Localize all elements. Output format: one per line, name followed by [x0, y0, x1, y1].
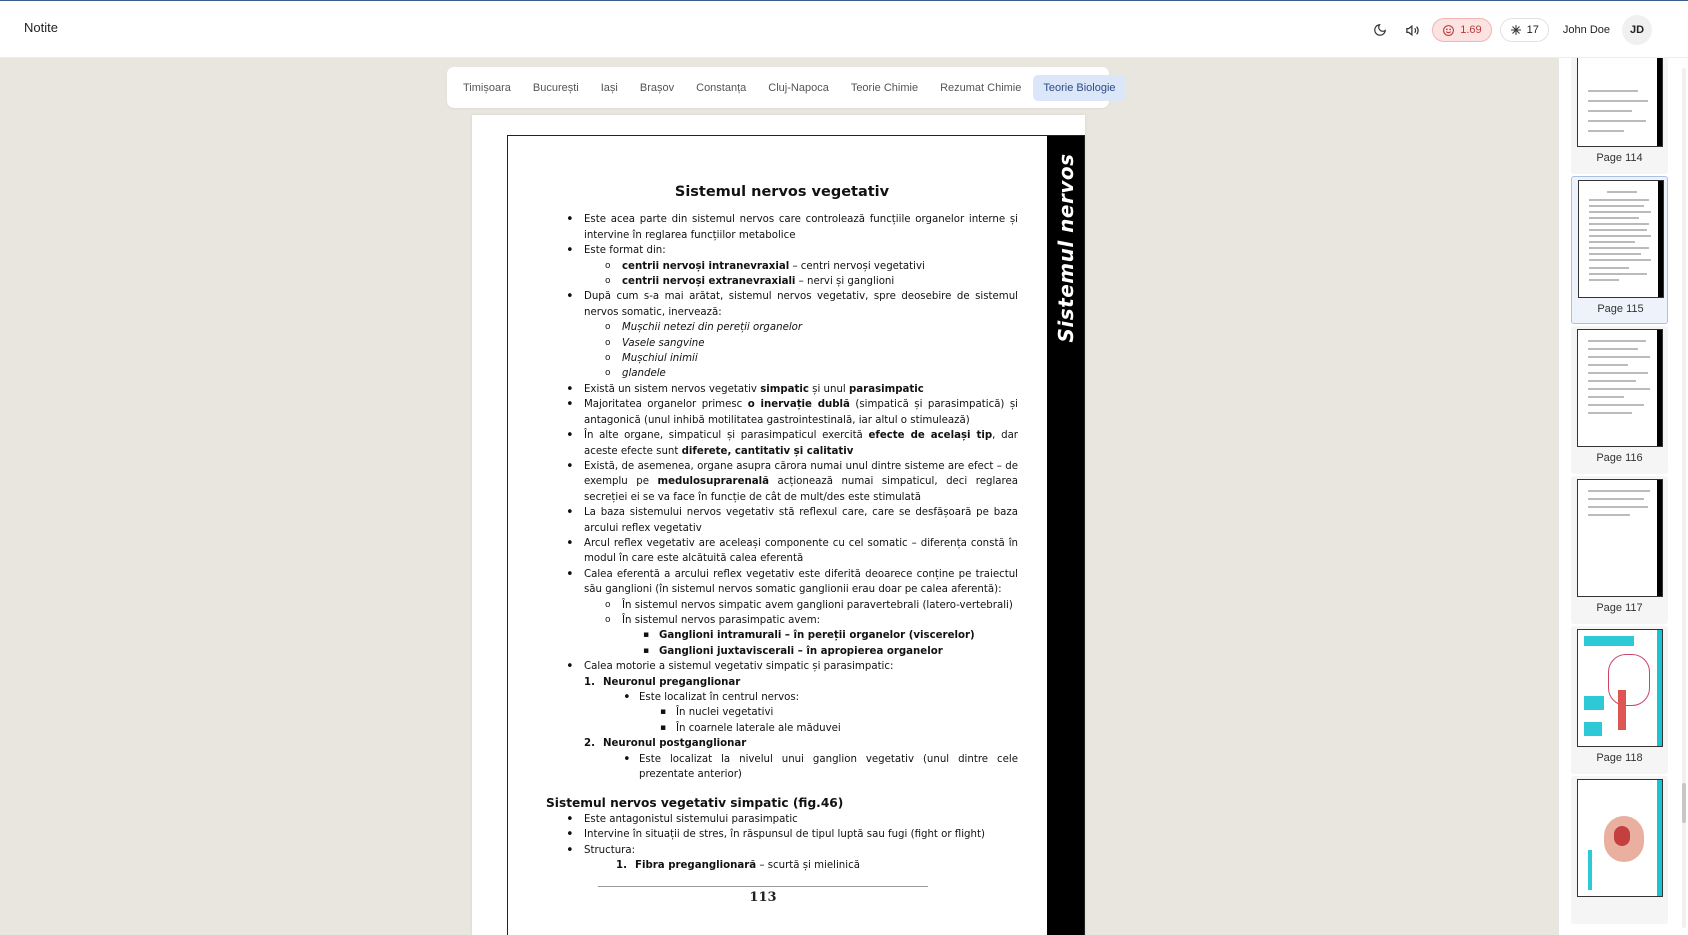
list-item: • Calea eferentă a arcului reflex vegetativ este diferită deoarece conține pe traiectul său ganglioni (în sistemul nervos somatic ganglionii erau doar pe calea aferentă): o În sistemul nervos simpatic avem ganglioni paravertebrali (latero-vertebrali) o În sistemul nervos parasimpatic avem: ▪ Ganglioni intramurali – în pereții organelor (viscerelor) ▪ Ganglioni juxtaviscerali – în apropierea organelor — [546, 567, 1018, 659]
thumbnail-label: Page 114 — [1596, 152, 1643, 164]
list-item: o Mușchii netezi din pereții organelor — [584, 320, 1018, 335]
section-title: Sistemul nervos vegetativ simpatic (fig.46) — [546, 796, 844, 811]
list-item: • Structura: 1. Fibra preganglionară – scurtă și mielinică — [546, 843, 1018, 874]
list-item: • Este format din: o centrii nervoși intranevraxial – centri nervoși vegetativi o centrii nervoși extranevraxiali – nervi și ganglioni — [546, 243, 1018, 289]
list-item: 1. Neuronul preganglionar • Este localizat în centrul nervos: ▪ În nuclei vegetativi ▪ În coarnele laterale ale măduvei — [584, 675, 1018, 737]
document-page — [507, 135, 1085, 935]
thumbnail-image — [1578, 180, 1664, 298]
list-item: • Este acea parte din sistemul nervos care controlează funcțiile organelor interne și intervine în reglarea funcțiilor metabolice — [546, 212, 1018, 243]
list-item: • Este localizat la nivelul unui ganglion vegetativ (unul dintre cele prezentate anterior) — [603, 752, 1018, 783]
list-item: o Mușchiul inimii — [584, 351, 1018, 366]
tab-rezumat-chimie[interactable]: Rezumat Chimie — [940, 81, 1022, 94]
moon-icon[interactable] — [1368, 18, 1392, 42]
page-number: 113 — [749, 890, 777, 905]
score-badge[interactable] — [1432, 18, 1491, 42]
thumbnail-image — [1577, 779, 1663, 897]
subject-tabs — [447, 67, 1116, 108]
app-header — [0, 1, 1688, 58]
streak-value: 17 — [1526, 24, 1539, 36]
list-item: ▪ Ganglioni juxtaviscerali – în apropierea organelor — [622, 644, 1018, 659]
list-item: o glandele — [584, 366, 1018, 381]
score-value: 1.69 — [1460, 24, 1482, 36]
tab-teorie-chimie[interactable]: Teorie Chimie — [850, 81, 919, 94]
list-item: • Este antagonistul sistemului parasimpatic — [546, 812, 1018, 827]
thumbnail-image — [1577, 58, 1663, 147]
page-content — [546, 185, 1018, 873]
section-bullet-list — [546, 812, 1018, 874]
smile-icon — [1442, 24, 1455, 37]
thumbnail-label: Page 118 — [1596, 752, 1643, 764]
list-item: o centrii nervoși extranevraxiali – nervi și ganglioni — [584, 274, 1018, 289]
thumbnail-label: Page 115 — [1597, 303, 1644, 315]
list-item: • După cum s-a mai arătat, sistemul nervos vegetativ, spre deosebire de sistemul nervos somatic, inervează: o Mușchii netezi din pereții organelor o Vasele sangvine o Mușchiul inimii o glandele — [546, 289, 1018, 381]
tab-brasov[interactable]: Brașov — [639, 81, 675, 94]
page-thumbnails-panel — [1558, 58, 1688, 935]
thumbnail-label: Page 117 — [1596, 602, 1643, 614]
user-name: John Doe — [1562, 24, 1610, 36]
thumbnail-page-114[interactable] — [1571, 58, 1668, 174]
thumbnail-page-115[interactable] — [1571, 176, 1668, 324]
chapter-side-label: Sistemul nervos — [1053, 153, 1078, 343]
list-item: • Arcul reflex vegetativ are aceleași componente cu cel somatic – diferența constă în modul în care este alcătuită calea eferentă — [546, 536, 1018, 567]
tab-bucuresti[interactable]: București — [532, 81, 579, 94]
streak-badge[interactable] — [1500, 18, 1549, 42]
list-item: ▪ În nuclei vegetativi — [639, 705, 1018, 720]
list-item: o În sistemul nervos simpatic avem ganglioni paravertebrali (latero-vertebrali) — [584, 598, 1018, 613]
thumbnail-page-119[interactable] — [1571, 776, 1668, 924]
list-item: o În sistemul nervos parasimpatic avem: ▪ Ganglioni intramurali – în pereții organelor (viscerelor) ▪ Ganglioni juxtaviscerali – în apropierea organelor — [584, 613, 1018, 659]
list-item: ▪ Ganglioni intramurali – în pereții organelor (viscerelor) — [622, 628, 1018, 643]
list-item: • Există, de asemenea, organe asupra cărora numai unul dintre sisteme are efect – de exemplu pe medulosuprarenală acționează numai simpaticul, deci reglarea secreției ei se va face în funcție de cât de mult/des este stimulată — [546, 459, 1018, 505]
tab-timisoara[interactable]: Timișoara — [463, 81, 511, 94]
tab-iasi[interactable]: Iași — [600, 81, 618, 94]
tab-cluj-napoca[interactable]: Cluj-Napoca — [768, 81, 829, 94]
list-item: • Este localizat în centrul nervos: ▪ În nuclei vegetativi ▪ În coarnele laterale ale măduvei — [603, 690, 1018, 736]
main-bullet-list — [546, 212, 1018, 782]
thumbnail-page-117[interactable] — [1571, 476, 1668, 624]
list-item: 1. Fibra preganglionară – scurtă și mielinică — [616, 860, 860, 872]
list-item: • Intervine în situații de stres, în răspunsul de tipul luptă sau fugi (fight or flight) — [546, 827, 1018, 842]
tab-teorie-biologie[interactable]: Teorie Biologie — [1033, 75, 1125, 101]
thumbnail-page-118[interactable] — [1571, 626, 1668, 774]
thumbnail-scrollbar-handle[interactable] — [1682, 783, 1686, 823]
list-item: • Calea motorie a sistemul vegetativ simpatic și parasimpatic: 1. Neuronul preganglionar • Este localizat în centrul nervos: ▪ În nuclei vegetativi ▪ În coarnele laterale ale măduvei 2. Neuronul postganglionar • Este localizat la nivelul unui ganglion vegetativ (unul dintre cele prezentate anterior) — [546, 659, 1018, 782]
list-item: • Există un sistem nervos vegetativ simpatic și unul parasimpatic — [546, 382, 1018, 397]
thumbnail-image — [1577, 479, 1663, 597]
app-title: Notite — [24, 20, 58, 35]
snowflake-icon — [1510, 24, 1522, 36]
thumbnail-page-116[interactable] — [1571, 326, 1668, 474]
page-title: Sistemul nervos vegetativ — [674, 184, 890, 200]
header-controls — [1368, 17, 1652, 43]
list-item: o Vasele sangvine — [584, 336, 1018, 351]
list-item: • Majoritatea organelor primesc o inervație dublă (simpatică și parasimpatică) și antagonică (unul inhibă motilitatea gastrointestinală, iar altul o stimulează) — [546, 397, 1018, 428]
list-item: • La baza sistemului nervos vegetativ stă reflexul care, care se desfășoară pe baza arcului reflex vegetativ — [546, 505, 1018, 536]
chapter-side-band — [1047, 136, 1084, 935]
list-item: 2. Neuronul postganglionar • Este localizat la nivelul unui ganglion vegetativ (unul dintre cele prezentate anterior) — [584, 736, 1018, 782]
tab-constanta[interactable]: Constanța — [696, 81, 747, 94]
document-viewer — [472, 115, 1085, 935]
thumbnail-label: Page 116 — [1596, 452, 1643, 464]
list-item: • În alte organe, simpaticul și parasimpaticul exercită efecte de același tip, dar aceste efecte sunt diferete, cantitativ și calitativ — [546, 428, 1018, 459]
avatar[interactable]: JD — [1622, 15, 1652, 45]
list-item: o centrii nervoși intranevraxial – centri nervoși vegetativi — [584, 259, 1018, 274]
list-item: ▪ În coarnele laterale ale măduvei — [639, 721, 1018, 736]
page-footer-divider — [598, 886, 928, 887]
speaker-icon[interactable] — [1400, 18, 1424, 42]
thumbnail-image — [1577, 629, 1663, 747]
thumbnail-image — [1577, 329, 1663, 447]
